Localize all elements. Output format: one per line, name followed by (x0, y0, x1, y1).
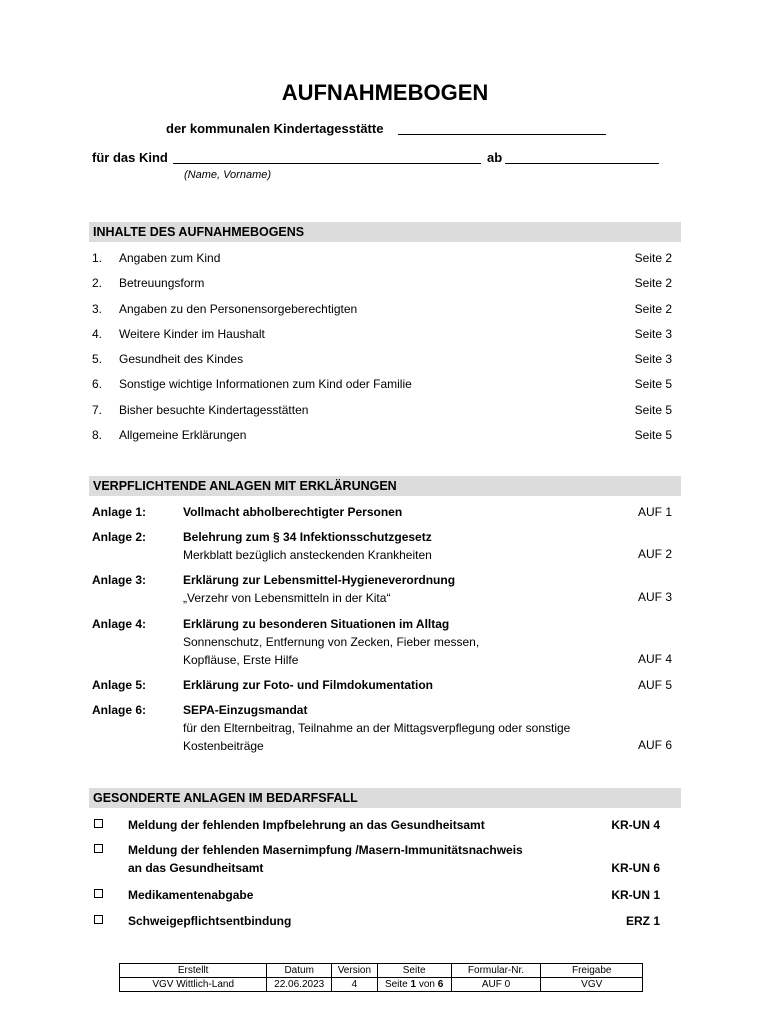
toc-item-number: 2. (92, 276, 103, 290)
checkbox[interactable] (94, 844, 103, 853)
child-name-field[interactable] (173, 163, 481, 164)
toc-item (92, 251, 672, 267)
toc-item-label: Angaben zum Kind (119, 251, 221, 265)
checkbox[interactable] (94, 915, 103, 924)
toc-item-page: Seite 5 (634, 428, 672, 442)
separate-heading: GESONDERTE ANLAGEN IM BEDARFSFALL (89, 788, 681, 808)
optional-attachment-label: Meldung der fehlenden Masernimpfung /Masern-Immunitätsnachweis (128, 843, 523, 857)
attachment-number: Anlage 5: (92, 678, 147, 692)
toc-item (92, 352, 672, 368)
toc-item-page: Seite 2 (634, 251, 672, 265)
optional-attachment-code: KR-UN 1 (611, 888, 660, 902)
attachment-title: Erklärung zur Foto- und Filmdokumentation (183, 678, 433, 692)
toc-item-label: Allgemeine Erklärungen (119, 428, 247, 442)
toc-item-number: 5. (92, 352, 103, 366)
attachment-description: Kostenbeiträge (183, 739, 264, 753)
attachment-form-code: AUF 4 (637, 652, 672, 666)
footer-created: VGV Wittlich-Land (120, 978, 267, 992)
toc-item-label: Gesundheit des Kindes (119, 352, 244, 366)
attachment-title: Belehrung zum § 34 Infektionsschutzgesetz (183, 530, 432, 544)
attachment-description: „Verzehr von Lebensmitteln in der Kita“ (183, 591, 391, 605)
checkbox[interactable] (94, 889, 103, 898)
toc-item-label: Sonstige wichtige Informationen zum Kind oder Familie (119, 377, 412, 391)
attachment-form-code: AUF 6 (637, 738, 672, 752)
kita-name-field[interactable] (398, 134, 606, 135)
footer-header-cell: Datum (267, 964, 332, 978)
toc-item (92, 428, 672, 444)
optional-attachment-label: Medikamentenabgabe (128, 888, 254, 902)
toc-item-label: Angaben zu den Personensorgeberechtigten (119, 302, 358, 316)
footer-header-cell: Seite (377, 964, 451, 978)
footer-value-row (120, 978, 643, 992)
checkbox[interactable] (94, 819, 103, 828)
footer-form-number: AUF 0 (451, 978, 541, 992)
attachment-number: Anlage 1: (92, 505, 147, 519)
attachment-description: für den Elternbeitrag, Teilnahme an der Mittagsverpflegung oder sonstige (183, 721, 571, 735)
toc-item-number: 8. (92, 428, 103, 442)
toc-item-number: 6. (92, 377, 103, 391)
optional-attachment-code: ERZ 1 (625, 914, 660, 928)
footer-header-cell: Formular-Nr. (451, 964, 541, 978)
toc-item (92, 276, 672, 292)
toc-item-label: Bisher besuchte Kindertagesstätten (119, 403, 309, 417)
footer-header-cell: Erstellt (120, 964, 267, 978)
toc-item-page: Seite 3 (634, 327, 672, 341)
toc-item-label: Betreuungsform (119, 276, 205, 290)
optional-attachment-label: Schweigepflichtsentbindung (128, 914, 292, 928)
toc-item-number: 1. (92, 251, 103, 265)
form-title: AUFNAHMEBOGEN (281, 80, 489, 105)
attachment-form-code: AUF 3 (637, 590, 672, 604)
toc-item (92, 302, 672, 318)
optional-attachment-code: KR-UN 4 (611, 818, 660, 832)
attachment-title: SEPA-Einzugsmandat (183, 703, 308, 717)
footer-header-cell: Freigabe (541, 964, 643, 978)
toc-item (92, 377, 672, 393)
attachment-description: Sonnenschutz, Entfernung von Zecken, Fieber messen, (183, 635, 480, 649)
toc-item-number: 4. (92, 327, 103, 341)
toc-item-page: Seite 5 (634, 377, 672, 391)
attachment-number: Anlage 2: (92, 530, 147, 544)
optional-attachment-label: Meldung der fehlenden Impfbelehrung an das Gesundheitsamt (128, 818, 485, 832)
from-date-label: ab (487, 150, 503, 165)
toc-item-label: Weitere Kinder im Haushalt (119, 327, 265, 341)
name-hint: (Name, Vorname) (184, 169, 272, 181)
attachment-number: Anlage 3: (92, 573, 147, 587)
footer-date: 22.06.2023 (267, 978, 332, 992)
footer-table (119, 963, 643, 992)
attachment-number: Anlage 6: (92, 703, 147, 717)
toc-item-page: Seite 5 (634, 403, 672, 417)
attachment-title: Erklärung zur Lebensmittel-Hygieneverordnung (183, 573, 456, 587)
attachment-form-code: AUF 5 (637, 678, 672, 692)
attachment-description: Kopfläuse, Erste Hilfe (183, 653, 299, 667)
from-date-field[interactable] (505, 163, 659, 164)
optional-attachment-label: an das Gesundheitsamt (128, 861, 264, 875)
optional-attachment-code: KR-UN 6 (611, 861, 660, 875)
mandatory-heading: VERPFLICHTENDE ANLAGEN MIT ERKLÄRUNGEN (89, 476, 681, 496)
footer-header-row (120, 964, 643, 978)
toc-item-number: 3. (92, 302, 103, 316)
footer-header-cell: Version (332, 964, 378, 978)
footer-version: 4 (332, 978, 378, 992)
toc-item (92, 403, 672, 419)
toc-item-number: 7. (92, 403, 103, 417)
toc-item-page: Seite 2 (634, 302, 672, 316)
attachment-form-code: AUF 1 (637, 505, 672, 519)
toc-item-page: Seite 2 (634, 276, 672, 290)
child-label: für das Kind (92, 150, 168, 165)
footer-page: Seite 1 von 6 (377, 978, 451, 992)
attachment-description: Merkblatt bezüglich ansteckenden Krankheiten (183, 548, 432, 562)
attachment-title: Vollmacht abholberechtigter Personen (183, 505, 403, 519)
toc-item (92, 327, 672, 343)
attachment-form-code: AUF 2 (637, 547, 672, 561)
attachment-number: Anlage 4: (92, 617, 147, 631)
toc-item-page: Seite 3 (634, 352, 672, 366)
kita-label: der kommunalen Kindertagesstätte (166, 121, 384, 136)
contents-heading: INHALTE DES AUFNAHMEBOGENS (89, 222, 681, 242)
footer-approval: VGV (541, 978, 643, 992)
attachment-title: Erklärung zu besonderen Situationen im Alltag (183, 617, 450, 631)
